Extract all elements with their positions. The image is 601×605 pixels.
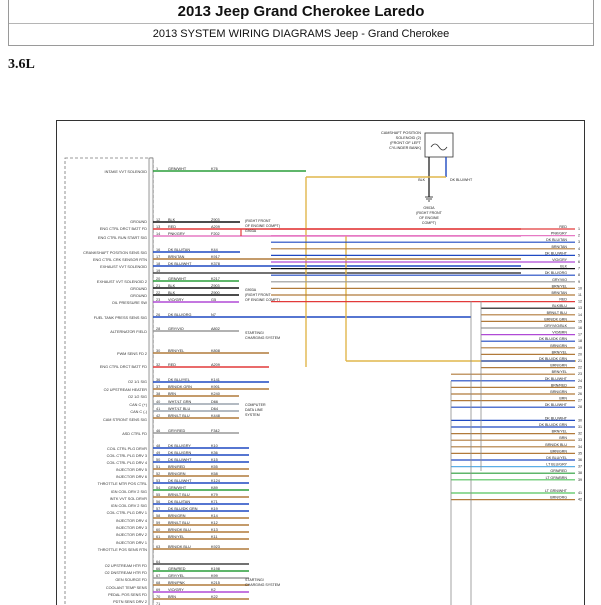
pcm-pin-function-label: O2 UPSTREAM HTR FD: [104, 564, 147, 568]
right-wire-pin-label: 16: [578, 326, 582, 330]
right-wire-pin-label: 22: [578, 365, 582, 370]
right-wire-color-label: BRN/GRN: [550, 390, 567, 394]
right-wire-color-label: LT GRN/BRN: [545, 475, 567, 480]
right-wire-pin-label: 6: [578, 260, 580, 264]
right-wire-pin-label: 24: [578, 378, 582, 383]
wire-circuit-label: K76: [211, 167, 218, 171]
system-note: (RIGHT FRONT: [245, 293, 271, 297]
right-wire-pin-label: 15: [578, 319, 582, 324]
wire-color-label: BRN/GRN: [168, 472, 186, 476]
right-wire-color-label: DK BLU/DK GRN: [539, 423, 567, 427]
pcm-pin-function-label: CRANKSHAFT POSITION SENS SIG: [83, 251, 147, 255]
right-wire-pin-label: 23: [578, 372, 582, 377]
wire-circuit-label: K10: [211, 444, 218, 448]
right-wire-pin-label: 9: [578, 279, 580, 284]
wire-color-label: GRN/WHT: [168, 277, 187, 281]
right-wire-color-label: BRN/GRN: [550, 343, 567, 348]
pcm-pin-number: 41: [156, 407, 161, 411]
wire-color-label: BRN/DK BLU: [168, 528, 191, 532]
wire-circuit-label: A209: [211, 225, 220, 229]
cam-sensor-label: CYLINDER BANK): [389, 146, 421, 150]
right-wire-pin-label: 34: [578, 444, 582, 449]
document-title: 2013 Jeep Grand Cherokee Laredo: [9, 1, 593, 24]
cam-sensor-label: CAMSHAFT POSITION: [380, 131, 421, 135]
right-wire-pin-label: 33: [578, 438, 582, 443]
right-wire-color-label: BRN/YEL: [551, 370, 567, 375]
wire-color-label: DK BLU/WHT: [168, 479, 192, 483]
right-wire-pin-label: 17: [578, 332, 582, 337]
wire-color-label: PNK/GRY: [168, 232, 186, 236]
pcm-pin-number: 68: [156, 581, 161, 585]
pcm-pin-function-label: GEN SOURCE FD: [115, 578, 147, 582]
wire-circuit-label: F342: [211, 429, 220, 433]
pcm-pin-number: 40: [156, 400, 161, 404]
right-wire-color-label: GRN/RED: [550, 469, 567, 474]
wire-circuit-label: K19: [211, 507, 218, 511]
right-wire-pin-label: 14: [578, 312, 582, 317]
pcm-pin-number: 71: [156, 602, 161, 605]
pcm-pin-function-label: INJECTOR DRV 2: [115, 533, 147, 537]
right-wire-color-label: BRN/DK GRN: [544, 317, 567, 322]
wire-color-label: BRN/PNK: [168, 581, 185, 585]
pcm-pin-function-label: INTAKE VVT SOLENOID: [104, 170, 147, 174]
system-note: STARTING/: [245, 331, 264, 335]
engine-label: 3.6L: [8, 57, 35, 72]
right-wire-color-label: DK BLU/DK GRN: [539, 337, 567, 342]
right-wire-pin-label: 2: [578, 233, 580, 238]
pcm-pin-function-label: ENG CTRL DRCT BATT FD: [99, 227, 147, 231]
wire-color-label: BRN/LT BLU: [168, 414, 190, 418]
right-wire-color-label: BRN/YEL: [551, 284, 567, 289]
pcm-pin-function-label: ENG CTRL DRCT BATT FD: [99, 365, 147, 369]
pcm-pin-number: 22: [156, 291, 161, 295]
right-wire-pin-label: 42: [578, 497, 582, 502]
right-wire-pin-label: 1: [578, 227, 580, 231]
pcm-pin-number: 16: [156, 248, 161, 252]
wire-color-label: RED: [168, 225, 177, 229]
pcm-pin-function-label: ASD CTRL FD: [122, 432, 147, 436]
pcm-pin-function-label: COOLANT TEMP SENS: [105, 586, 147, 590]
document-subtitle: 2013 SYSTEM WIRING DIAGRAMS Jeep - Grand Cherokee: [152, 28, 450, 40]
pcm-pin-number: 70: [156, 595, 161, 599]
pcm-pin-number: 23: [156, 298, 161, 302]
wire-circuit-label: K44: [211, 248, 218, 252]
pcm-pin-function-label: O2 1/2 SIG: [128, 395, 147, 399]
pcm-pin-number: 64: [156, 560, 161, 564]
wire-circuit-label: G5: [211, 298, 217, 302]
pcm-connector-strip: [149, 158, 153, 605]
pcm-pin-number: 60: [156, 528, 161, 532]
right-wire-color-label: BRN/GRN: [550, 449, 567, 454]
right-wire-pin-label: 8: [578, 273, 580, 278]
wire-circuit-label: K198: [211, 567, 220, 571]
pcm-pin-function-label: CAN C (+): [129, 403, 147, 407]
pcm-pin-number: 32: [156, 363, 161, 367]
right-wire-pin-label: 19: [578, 345, 582, 350]
pcm-pin-number: 46: [156, 429, 161, 433]
right-wire-pin-label: 3: [578, 240, 580, 245]
wire-circuit-label: N7: [211, 313, 216, 317]
wire-color-label: BLK: [168, 284, 176, 288]
wire-color-label: WHT/LT BLU: [168, 407, 191, 411]
right-wire-color-label: BRN: [559, 396, 567, 401]
pcm-pin-number: 58: [156, 514, 161, 518]
wire-circuit-label: K58: [211, 472, 218, 476]
pcm-pin-function-label: GROUND: [130, 294, 147, 298]
wire-color-label: GRN/RED: [168, 567, 186, 571]
pcm-pin-number: 52: [156, 472, 161, 476]
right-wire-pin-label: 18: [578, 339, 582, 344]
pcm-pin-function-label: PEDAL POS SENS FD: [108, 593, 147, 597]
right-wire-pin-label: 31: [578, 425, 582, 429]
wire-color-label: GRN/WHT: [168, 167, 187, 171]
pcm-pin-number: 12: [156, 218, 161, 222]
right-wire-color-label: DK BLU/WHT: [544, 403, 567, 408]
wire-circuit-label: K22: [211, 595, 218, 599]
pcm-pin-function-label: IGN COIL DRV 2 SIG: [110, 490, 147, 494]
right-wire-color-label: BRN/ORG: [550, 495, 567, 500]
right-wire-color-label: RED: [559, 297, 567, 302]
wire-circuit-label: A802: [211, 327, 220, 331]
right-wire-color-label: BRN/LT BLU: [546, 310, 567, 315]
system-note: (RIGHT FRONT: [245, 219, 271, 223]
pcm-pin-number: 53: [156, 479, 161, 483]
wire-circuit-label: K901: [211, 385, 220, 389]
wire-color-label: DK BLU/TAN: [168, 500, 191, 504]
wire-color-label: GRY/YEL: [168, 574, 185, 578]
wire-circuit-label: K215: [211, 581, 220, 585]
wire-circuit-label: K378: [211, 262, 220, 266]
wire-color-label: GRY/VIO: [168, 327, 184, 331]
right-wire-pin-label: 7: [578, 266, 580, 271]
wire-circuit-label: Z903: [211, 284, 220, 288]
wire-circuit-label: K55: [211, 465, 218, 469]
right-wire-pin-label: 39: [578, 477, 582, 482]
pcm-pin-function-label: COIL CTRL PLG DRVR: [107, 447, 147, 451]
pcm-pin-number: 61: [156, 535, 161, 539]
pcm-pin-number: 55: [156, 493, 161, 497]
right-wire-color-label: BRN/RED: [550, 383, 567, 388]
wire-circuit-label: K89: [211, 486, 218, 490]
pcm-pin-function-label: ENG CTRL RUN START SIG: [97, 236, 147, 240]
pcm-pin-function-label: CAN C (-): [130, 410, 147, 414]
wire-circuit-label: K448: [211, 414, 220, 418]
cam-ground-label: G903A: [423, 206, 435, 210]
pcm-pin-function-label: INJECTOR DRV 6: [115, 475, 147, 479]
pcm-pin-function-label: ENG CTRL CRK SENSOR RTN: [92, 258, 147, 262]
pcm-pin-number: 21: [156, 284, 161, 288]
right-wire-pin-label: 28: [578, 405, 582, 410]
system-note: G903A: [245, 288, 257, 292]
wire-color-label: BRN/YEL: [168, 349, 185, 353]
wire-color-label: BRN/YEL: [168, 535, 185, 539]
pcm-pin-number: 13: [156, 225, 161, 229]
right-wire-color-label: GRY/VIO/BLK: [544, 324, 567, 328]
wire-circuit-label: K2: [211, 588, 216, 592]
pcm-pin-function-label: INJECTOR DRV 1: [115, 541, 147, 545]
wire-circuit-label: K141: [211, 378, 220, 382]
right-wire-color-label: BLK/BLU: [552, 304, 567, 309]
right-wire-pin-label: 21: [578, 359, 582, 363]
system-note: STARTING/: [245, 578, 264, 582]
ground-icon: [425, 197, 433, 201]
wire-circuit-label: K808: [211, 349, 220, 353]
wire-color-label: DK BLU/YEL: [168, 378, 190, 382]
right-wire-pin-label: 41: [578, 491, 582, 495]
pcm-pin-number: 67: [156, 574, 161, 578]
wire-circuit-label: K79: [211, 493, 218, 497]
right-wire-pin-label: 35: [578, 451, 582, 456]
pcm-pin-function-label: GROUND: [130, 287, 147, 291]
wire-circuit-label: K36: [211, 451, 218, 455]
pcm-pin-number: 17: [156, 255, 161, 259]
wire-color-label: BLK: [168, 218, 176, 222]
right-wire-color-label: BRN/YEL: [551, 350, 567, 355]
pcm-pin-number: 56: [156, 500, 161, 504]
wire-color-label: GRN/WHT: [168, 486, 187, 490]
pcm-pin-function-label: OIL PRESSURE SW: [111, 301, 147, 305]
pcm-pin-function-label: IGN COIL DRV 2 SIG: [110, 504, 147, 508]
wire-color-label: DK BLU/TAN: [168, 248, 191, 252]
pcm-pin-number: 54: [156, 486, 161, 490]
pcm-pin-number: 50: [156, 458, 161, 462]
right-wire-pin-label: 13: [578, 306, 582, 311]
wire-circuit-label: K71: [211, 500, 218, 504]
wire-circuit-label: F202: [211, 232, 220, 236]
wire-circuit-label: D64: [211, 407, 218, 411]
pcm-pin-function-label: EXHAUST VVT SOLENOID 2: [96, 280, 147, 284]
pcm-pin-number: 37: [156, 385, 161, 389]
right-wire-color-label: DK BLU/DK GRN: [539, 357, 567, 361]
pcm-pin-function-label: INJECTOR DRV 4: [115, 519, 147, 523]
right-wire-color-label: VIO/GRY: [552, 258, 567, 262]
right-wire-color-label: BRN/YEL: [551, 429, 567, 434]
wire-color-label: VIO/GRY: [168, 298, 184, 302]
wiring-diagram: [56, 120, 585, 605]
right-wire-pin-label: 36: [578, 458, 582, 462]
wire-color-label: BRN/LT BLU: [168, 521, 190, 525]
pcm-pin-number: 20: [156, 277, 161, 281]
wire-color-label: DK BLU/ORG: [168, 313, 192, 317]
pcm-pin-function-label: INTK VVT SOL DRVR: [109, 497, 147, 501]
right-wire-color-label: GRY/VIO: [552, 277, 567, 282]
pcm-pin-function-label: INJECTOR DRV 5: [115, 468, 147, 472]
pcm-pin-number: 14: [156, 232, 161, 236]
right-wire-pin-label: 10: [578, 286, 582, 291]
wire-circuit-label: D66: [211, 400, 218, 404]
right-wire-pin-label: 30: [578, 418, 582, 423]
pcm-pin-function-label: THROTTLE POS SENS RTN: [97, 548, 147, 552]
right-wire-pin-label: 5: [578, 253, 580, 258]
wire-circuit-label: K217: [211, 277, 220, 281]
wire-circuit-label: Z903: [211, 218, 220, 222]
pcm-pin-function-label: COIL CTRL PLG DRV 3: [106, 454, 147, 458]
wire-color-label: GRY/RED: [168, 429, 186, 433]
cam-sensor-label: SOLENOID (2): [395, 136, 421, 140]
wiring-diagram-svg: [57, 121, 585, 605]
right-wire-color-label: BRN/GRN: [550, 363, 567, 368]
system-note: DATA LINE: [245, 408, 263, 412]
wire-color-label: BRN: [168, 392, 177, 396]
wire-color-label: DK BLU/GRN: [168, 451, 192, 455]
pcm-pin-number: 42: [156, 414, 161, 418]
pcm-pin-number: 26: [156, 313, 161, 317]
pcm-pin-number: 28: [156, 327, 161, 331]
wire-color-label: BRN/TAN: [168, 255, 185, 259]
cam-ground-label: COMPT): [421, 221, 437, 225]
document-header: [8, 0, 594, 46]
right-wire-color-label: BRN/TAN: [551, 291, 567, 295]
system-note: CHARGING SYSTEM: [245, 336, 281, 340]
wire-circuit-label: K917: [211, 255, 220, 259]
system-note: OF ENGINE COMPT): [245, 298, 280, 302]
pcm-pin-function-label: COIL CTRL PLG DRV 1: [106, 511, 147, 515]
right-wire-color-label: BRN: [559, 436, 567, 441]
system-note: OF ENGINE COMPT): [245, 224, 280, 228]
right-wire-pin-label: 26: [578, 392, 582, 396]
pcm-pin-number: 57: [156, 507, 161, 511]
system-note: CHARGING SYSTEM: [245, 583, 281, 587]
pcm-pin-number: 69: [156, 588, 161, 592]
right-wire-color-label: DK BLU/WHT: [544, 251, 567, 256]
wire-color-label: BRN/DK BLU: [168, 545, 191, 549]
right-wire-color-label: VIO/BRN: [552, 330, 567, 335]
pcm-pin-number: 19: [156, 269, 161, 273]
pcm-pin-function-label: FUEL TANK PRESS SENS SIG: [93, 316, 147, 320]
pcm-pin-function-label: CAM STRONT SENS SIG: [102, 418, 147, 422]
pcm-pin-function-label: THROTTLE MTR POS CTRL: [97, 482, 147, 486]
right-wire-color-label: PNK/GRY: [550, 231, 567, 236]
wire-circuit-label: K11: [211, 535, 218, 539]
pcm-pin-function-label: PDTN SENS DRV 2: [113, 600, 147, 604]
pcm-pin-function-label: O2 UPSTREAM HEATER: [103, 388, 147, 392]
right-wire-pin-label: 38: [578, 471, 582, 476]
cam-sensor-box: [425, 133, 453, 157]
wire-color-label: WHT/LT GRN: [168, 400, 192, 404]
cam-ground-label: (RIGHT FRONT: [416, 211, 442, 215]
wire-circuit-label: K13: [211, 528, 218, 532]
right-wire-color-label: DK BLU/ORG: [544, 271, 567, 276]
right-wire-pin-label: 12: [578, 299, 582, 304]
pcm-pin-function-label: PWM SENS FD 2: [117, 352, 147, 356]
wire-circuit-label: K99: [211, 574, 218, 578]
wire-color-label: VIO/GRY: [168, 588, 184, 592]
right-wire-pin-label: 32: [578, 431, 582, 436]
right-wire-pin-label: 37: [578, 464, 582, 469]
wire-circuit-label: K124: [211, 479, 220, 483]
right-wire-pin-label: 11: [578, 293, 582, 297]
wire-color-label: BLK: [168, 291, 176, 295]
wire-circuit-label: Z900: [211, 291, 220, 295]
wire-circuit-label: K240: [211, 392, 220, 396]
pcm-pin-function-label: GROUND: [130, 220, 147, 224]
pcm-pin-function-label: INJECTOR DRV 3: [115, 526, 147, 530]
pcm-pin-number: 38: [156, 392, 161, 396]
pcm-pin-function-label: O2 1/1 SIG: [128, 380, 147, 384]
pcm-pin-number: 66: [156, 567, 161, 571]
right-wire-color-label: DK BLU/YEL: [546, 456, 567, 460]
wire-circuit-label: K923: [211, 545, 220, 549]
cam-ground-label: OF ENGINE: [419, 216, 439, 220]
pcm-pin-number: 51: [156, 465, 161, 469]
system-note: SYSTEM: [245, 413, 260, 417]
cam-wire-label-blu: DK BLU/WHT: [450, 178, 473, 182]
wire-color-label: BRN/RED: [168, 465, 186, 469]
right-wire-color-label: BRN/TAN: [551, 244, 567, 249]
cam-sensor-label: (FRONT OF LEFT: [390, 141, 421, 145]
right-wire-color-label: LT BLU/GRY: [546, 462, 567, 467]
right-wire-pin-label: 4: [578, 246, 580, 251]
wire-color-label: DK BLU/GRY: [168, 444, 191, 448]
wire-color-label: BRN/LT BLU: [168, 493, 190, 497]
wire-circuit-label: K12: [211, 521, 218, 525]
pcm-pin-function-label: ALTERNATOR FIELD: [110, 330, 147, 334]
right-wire-color-label: BRN/DK BLU: [545, 442, 567, 447]
pcm-pin-number: 59: [156, 521, 161, 525]
pcm-pin-number: 63: [156, 545, 161, 549]
pcm-pin-number: 49: [156, 451, 161, 455]
pcm-pin-number: 48: [156, 444, 161, 448]
right-wire-color-label: DK BLU/WHT: [544, 376, 567, 381]
pcm-pin-number: 18: [156, 262, 161, 266]
system-note: G903A: [245, 229, 257, 233]
pcm-pin-function-label: O2 DNSTREAM HTR FD: [104, 571, 147, 575]
right-wire-pin-label: 20: [578, 352, 582, 357]
wire-circuit-label: K14: [211, 514, 218, 518]
right-wire-color-label: BLK: [560, 264, 567, 269]
wire-circuit-label: A209: [211, 363, 220, 367]
pcm-pin-function-label: COIL CTRL PLG DRV 4: [106, 461, 147, 465]
wire-color-label: BRN: [168, 595, 177, 599]
right-wire-pin-label: 25: [578, 385, 582, 390]
wire-color-label: BRN/DK GRN: [168, 385, 192, 389]
cam-wire-label-blk: BLK: [418, 178, 425, 182]
right-wire-color-label: DK BLU/TAN: [546, 238, 567, 243]
system-note: COMPUTER: [245, 403, 266, 407]
right-wire-color-label: LT GRN/WHT: [544, 489, 567, 493]
pcm-pin-number: 30: [156, 349, 161, 353]
right-wire-pin-label: 27: [578, 398, 582, 403]
wire-color-label: DK BLU/WHT: [168, 262, 192, 266]
pcm-pin-number: 36: [156, 378, 161, 382]
wire-circuit-label: K15: [211, 458, 218, 462]
right-wire-color-label: DK BLU/WHT: [544, 416, 567, 421]
pcm-pin-number: 1: [156, 167, 159, 171]
wire-color-label: BRN/GRN: [168, 514, 186, 518]
wire-color-label: RED: [168, 363, 177, 367]
wire-color-label: DK BLU/WHT: [168, 458, 192, 462]
right-wire-color-label: RED: [559, 225, 567, 229]
pcm-pin-function-label: EXHAUST VVT SOLENOID: [100, 265, 147, 269]
wire-color-label: DK BLU/DK GRN: [168, 507, 198, 511]
